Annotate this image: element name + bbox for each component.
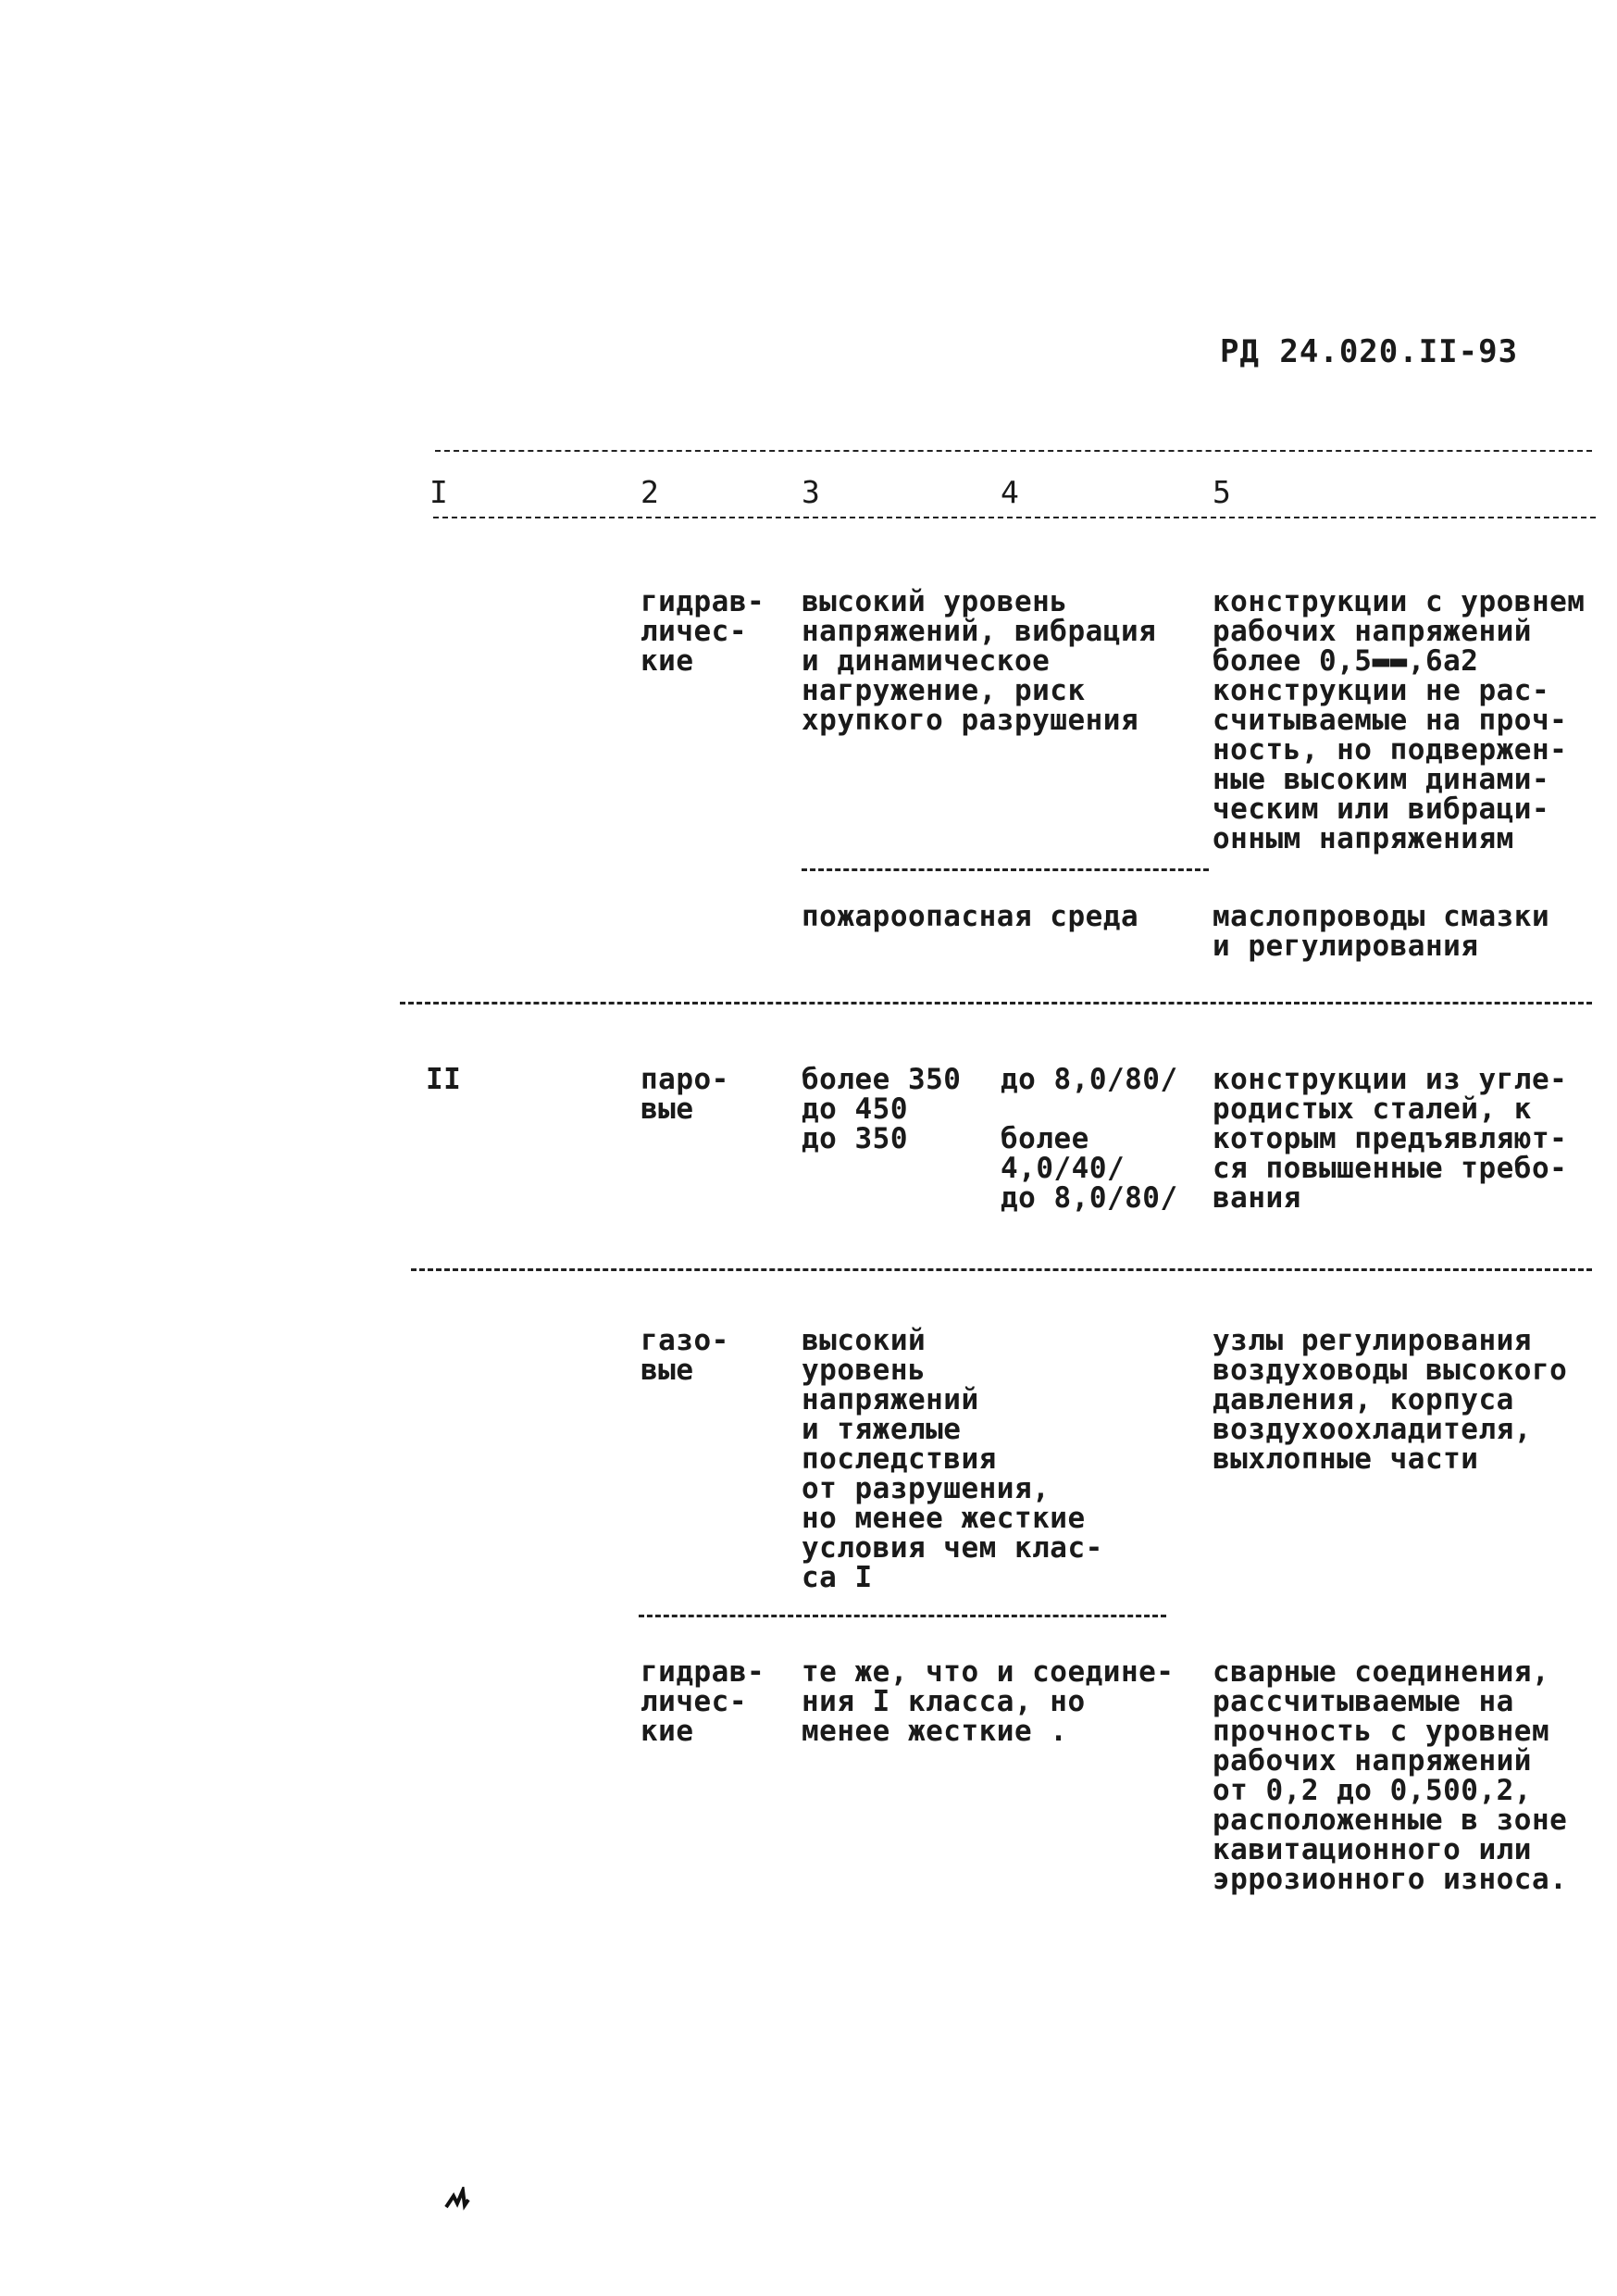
row-5-objects: сварные соединения, рассчитываемые на прочность с уровнем рабочих напряжений от 0,2 до 0,500,2, расположенные в зоне кавитационного или эррозионного износа. [1213,1655,1568,1896]
row-2-conditions: пожароопасная среда [802,900,1139,933]
row-5-type: гидрав- личес- кие [641,1655,765,1748]
row-4-divider [639,1615,1166,1617]
column-header-5: 5 [1213,474,1232,510]
row-1-objects: конструкции с уровнем рабочих напряжений более 0,5▬▬,6а2 конструкции не рас- считываемые на проч- ность, но подвержен- ные высоким динами- ческим или вибраци- онным напряжениям [1213,585,1586,855]
row-3-divider [411,1268,1592,1271]
document-number: РД 24.020.II-93 [1220,333,1519,370]
row-1-type: гидрав- личес- кие [641,585,765,678]
row-3-objects: конструкции из угле- родистых сталей, к которым предъявляют- ся повышенные требо- вания [1213,1063,1568,1215]
table-top-rule [435,450,1592,452]
row-4-objects: узлы регулирования воздуховоды высокого давления, корпуса воздухоохладителя, выхлопные части [1213,1324,1568,1476]
class-i-end-rule [400,1002,1592,1004]
column-header-2: 2 [641,474,660,510]
column-header-4: 4 [1001,474,1020,510]
row-4-conditions: высокий уровень напряжений и тяжелые последствия от разрушения, но менее жесткие условия чем клас- са I [802,1324,1103,1594]
header-bottom-rule [433,517,1596,518]
ink-mark-icon [444,2187,470,2211]
row-4-type: газо- вые [641,1324,729,1387]
row-3-pressure: до 8,0/80/ более 4,0/40/ до 8,0/80/ [1001,1063,1178,1215]
row-1-divider [802,868,1209,871]
row-2-objects: маслопроводы смазки и регулирования [1213,900,1550,963]
row-3-conditions: более 350 до 450 до 350 [802,1063,962,1155]
column-header-3: 3 [802,474,821,510]
row-3-class: II [426,1063,462,1096]
column-header-1: I [429,474,449,510]
row-1-conditions: высокий уровень напряжений, вибрация и динамическое нагружение, риск хрупкого разрушения [802,585,1157,737]
row-5-conditions: те же, что и соедине- ния I класса, но менее жесткие . [802,1655,1175,1748]
row-3-type: паро- вые [641,1063,729,1126]
